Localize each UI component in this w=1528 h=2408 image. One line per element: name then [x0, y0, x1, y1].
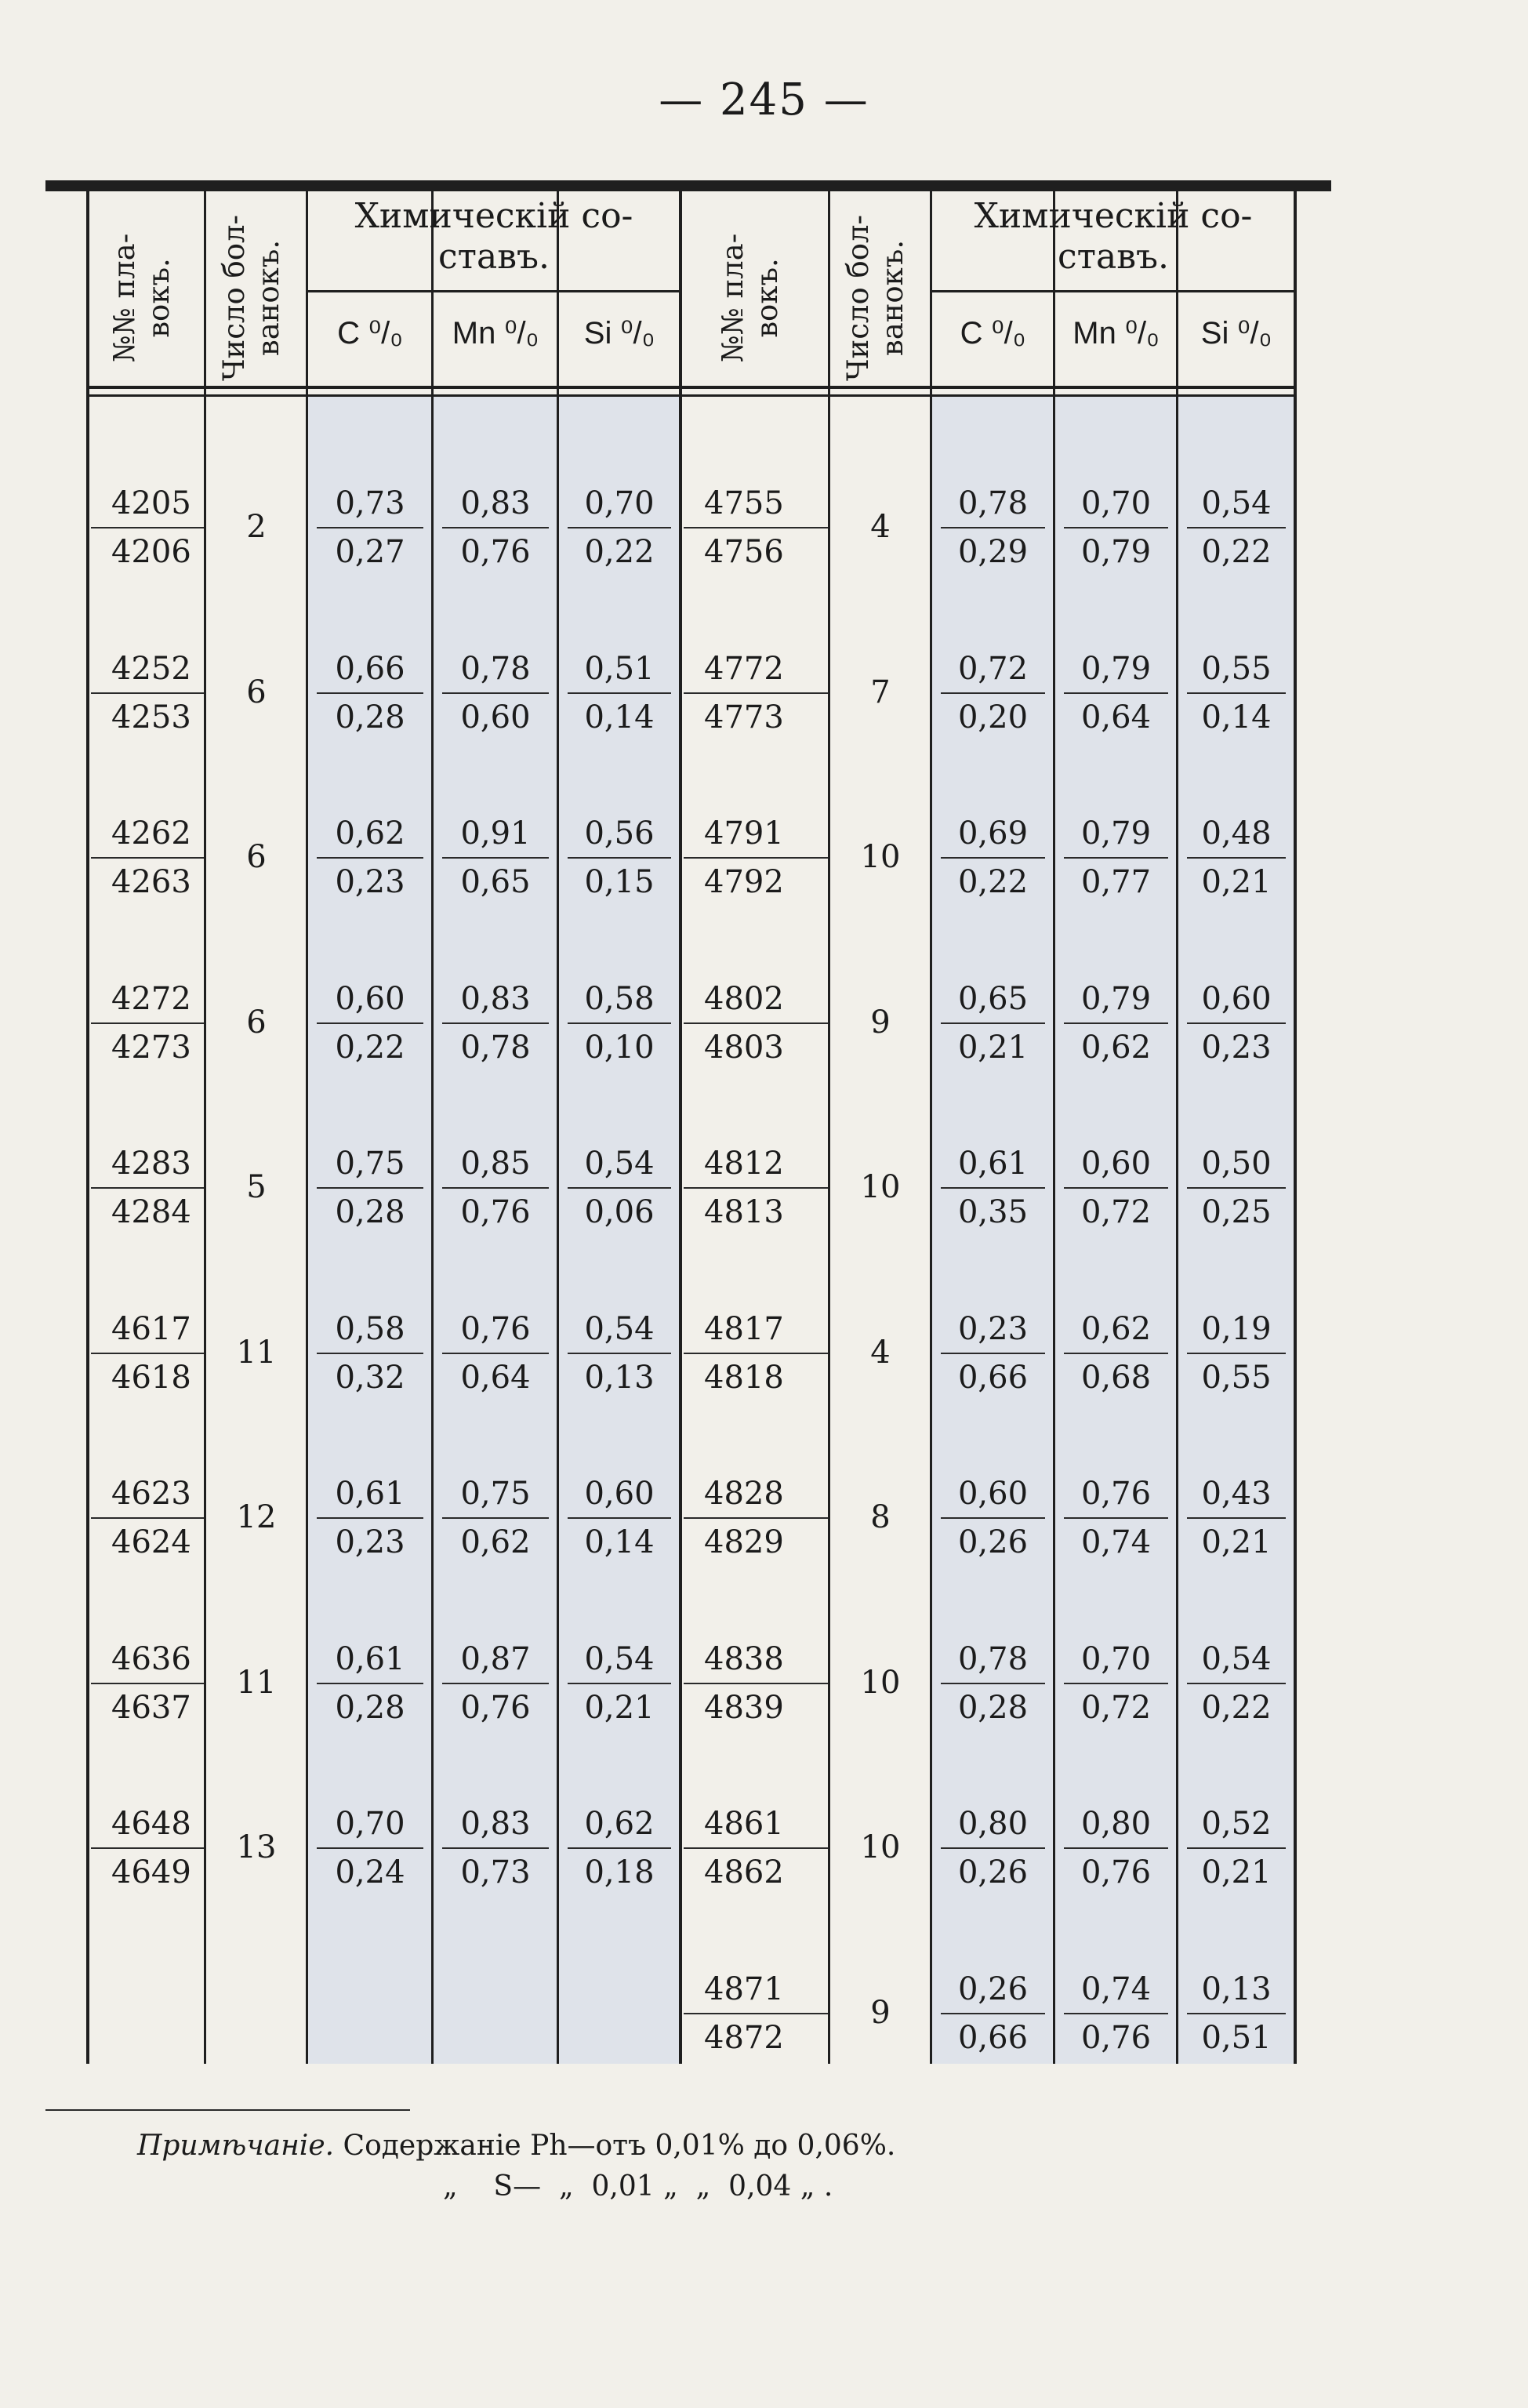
right-c-value: 0,35: [957, 1194, 1029, 1230]
left-header-plate-no: №№ пла- вокъ.: [107, 233, 176, 363]
left-header-mn: Mn ⁰/₀: [452, 316, 539, 350]
right-plate-no: 4829: [704, 1524, 784, 1560]
right-c-value: 0,78: [957, 485, 1029, 521]
left-mn-value: 0,62: [460, 1524, 531, 1560]
right-si-rule: [1187, 1022, 1286, 1024]
right-si-value: 0,22: [1201, 534, 1272, 570]
left-plate-no: 4205: [111, 485, 191, 521]
left-col-divider: [557, 191, 559, 2064]
right-c-rule: [941, 857, 1045, 859]
right-plate-no: 4791: [704, 815, 784, 852]
right-c-value: 0,69: [957, 815, 1029, 852]
left-mn-value: 0,60: [460, 699, 531, 735]
right-bolt-count: 10: [860, 1169, 901, 1205]
left-header-chem-rule: [307, 290, 681, 292]
right-col-divider: [1176, 191, 1178, 2064]
right-si-value: 0,50: [1201, 1146, 1272, 1182]
right-plate-no: 4817: [704, 1310, 784, 1347]
right-plate-no: 4828: [704, 1476, 784, 1512]
left-plate-no: 4284: [111, 1194, 191, 1230]
right-c-rule: [941, 1187, 1045, 1189]
right-c-value: 0,20: [957, 699, 1029, 735]
right-plate-no: 4772: [704, 650, 784, 687]
right-c-value: 0,26: [957, 1854, 1029, 1890]
right-plate-no: 4802: [704, 980, 784, 1017]
left-row-rule: [91, 1683, 204, 1684]
left-si-value: 0,62: [584, 1806, 655, 1842]
left-c-value: 0,23: [335, 864, 405, 900]
left-bolt-count: 6: [246, 839, 267, 875]
right-mn-rule: [1064, 1353, 1168, 1354]
right-row-rule: [684, 1683, 828, 1684]
table-header-rule: [88, 386, 1295, 389]
left-bolt-count: 6: [246, 674, 267, 710]
right-mn-rule: [1064, 1683, 1168, 1684]
left-col-divider: [306, 191, 308, 2064]
right-mn-value: 0,60: [1080, 1146, 1152, 1182]
right-si-value: 0,52: [1201, 1806, 1272, 1842]
right-header-chem-rule: [931, 290, 1295, 292]
right-mn-value: 0,74: [1080, 1970, 1152, 2007]
left-c-value: 0,22: [335, 1029, 405, 1066]
right-mn-value: 0,72: [1080, 1689, 1152, 1726]
right-mn-rule: [1064, 2013, 1168, 2014]
left-c-value: 0,28: [335, 699, 405, 735]
left-si-value: 0,54: [584, 1310, 655, 1347]
left-si-value: 0,21: [584, 1689, 655, 1726]
right-si-value: 0,23: [1201, 1029, 1272, 1066]
right-plate-no: 4861: [704, 1806, 784, 1842]
right-plate-no: 4862: [704, 1854, 784, 1890]
left-c-value: 0,75: [335, 1146, 405, 1182]
right-c-value: 0,60: [957, 1476, 1029, 1512]
right-si-value: 0,55: [1201, 650, 1272, 687]
right-si-value: 0,13: [1201, 1970, 1272, 2007]
right-col-divider: [828, 191, 830, 2064]
left-row-rule: [91, 1187, 204, 1189]
right-plate-no: 4818: [704, 1359, 784, 1396]
left-c-value: 0,66: [335, 650, 405, 687]
right-si-value: 0,19: [1201, 1310, 1272, 1347]
right-si-rule: [1187, 1187, 1286, 1189]
right-mn-value: 0,62: [1080, 1310, 1152, 1347]
right-header-bolt-count: Число бол- ванокъ.: [841, 214, 909, 382]
right-c-value: 0,72: [957, 650, 1029, 687]
right-si-value: 0,55: [1201, 1359, 1272, 1396]
right-c-value: 0,22: [957, 864, 1029, 900]
left-plate-no: 4637: [111, 1689, 191, 1726]
right-c-value: 0,26: [957, 1524, 1029, 1560]
right-bolt-count: 9: [870, 1994, 891, 2031]
left-mn-value: 0,85: [460, 1146, 531, 1182]
left-row-rule: [91, 692, 204, 694]
right-header-chem: Химическій со- ставъ.: [974, 196, 1253, 277]
right-mn-value: 0,76: [1080, 1854, 1152, 1890]
left-si-value: 0,22: [584, 534, 655, 570]
right-si-rule: [1187, 1353, 1286, 1354]
right-plate-no: 4872: [704, 2019, 784, 2056]
footnote: [137, 2130, 895, 2162]
left-row-rule: [91, 1847, 204, 1849]
right-si-value: 0,48: [1201, 815, 1272, 852]
right-bolt-count: 10: [860, 1829, 901, 1865]
right-plate-no: 4812: [704, 1146, 784, 1182]
left-c-value: 0,60: [335, 980, 405, 1017]
left-c-rule: [317, 527, 423, 528]
right-mn-value: 0,62: [1080, 1029, 1152, 1066]
right-c-value: 0,80: [957, 1806, 1029, 1842]
left-mn-rule: [442, 692, 549, 694]
left-si-rule: [568, 1353, 671, 1354]
left-mn-rule: [442, 1847, 549, 1849]
left-si-value: 0,56: [584, 815, 655, 852]
right-c-rule: [941, 1847, 1045, 1849]
right-c-rule: [941, 527, 1045, 528]
right-row-rule: [684, 857, 828, 859]
left-si-value: 0,51: [584, 650, 655, 687]
left-c-value: 0,70: [335, 1806, 405, 1842]
left-mn-value: 0,65: [460, 864, 531, 900]
right-mn-value: 0,77: [1080, 864, 1152, 900]
right-mn-value: 0,79: [1080, 980, 1152, 1017]
right-c-rule: [941, 1353, 1045, 1354]
left-c-value: 0,28: [335, 1689, 405, 1726]
right-mn-value: 0,68: [1080, 1359, 1152, 1396]
left-bolt-count: 11: [236, 1664, 277, 1701]
left-bolt-count: 5: [246, 1169, 267, 1205]
right-bolt-count: 4: [870, 509, 891, 545]
left-c-value: 0,23: [335, 1524, 405, 1560]
left-si-rule: [568, 1022, 671, 1024]
left-col-divider: [431, 191, 434, 2064]
right-si-value: 0,14: [1201, 699, 1272, 735]
right-si-value: 0,51: [1201, 2019, 1272, 2056]
left-c-value: 0,27: [335, 534, 405, 570]
left-c-rule: [317, 1683, 423, 1684]
right-c-value: 0,66: [957, 1359, 1029, 1396]
right-mn-value: 0,70: [1080, 485, 1152, 521]
left-mn-value: 0,76: [460, 1310, 531, 1347]
left-bolt-count: 12: [236, 1499, 277, 1535]
right-c-value: 0,28: [957, 1689, 1029, 1726]
left-c-rule: [317, 857, 423, 859]
footnote-line1: Содержаніе Ph—отъ 0,01% до 0,06%.: [343, 2130, 896, 2162]
left-plate-no: 4618: [111, 1359, 191, 1396]
right-mn-value: 0,79: [1080, 815, 1152, 852]
left-mn-value: 0,64: [460, 1359, 531, 1396]
left-row-rule: [91, 1022, 204, 1024]
right-mn-value: 0,76: [1080, 1476, 1152, 1512]
left-mn-value: 0,83: [460, 485, 531, 521]
right-c-value: 0,26: [957, 1970, 1029, 2007]
right-row-rule: [684, 2013, 828, 2014]
right-mn-value: 0,76: [1080, 2019, 1152, 2056]
right-c-rule: [941, 692, 1045, 694]
right-c-rule: [941, 2013, 1045, 2014]
right-c-value: 0,29: [957, 534, 1029, 570]
left-mn-rule: [442, 1353, 549, 1354]
left-mn-value: 0,78: [460, 1029, 531, 1066]
left-plate-no: 4206: [111, 534, 191, 570]
left-mn-rule: [442, 1022, 549, 1024]
left-bolt-count: 11: [236, 1334, 277, 1371]
left-mn-value: 0,91: [460, 815, 531, 852]
right-si-value: 0,25: [1201, 1194, 1272, 1230]
right-si-rule: [1187, 2013, 1286, 2014]
left-si-value: 0,54: [584, 1146, 655, 1182]
right-header-si: Si ⁰/₀: [1200, 316, 1272, 350]
right-mn-value: 0,79: [1080, 650, 1152, 687]
right-col-divider: [930, 191, 932, 2064]
footnote-line2: „ S— „ 0,01 „ „ 0,04 „ .: [443, 2170, 833, 2203]
right-si-rule: [1187, 857, 1286, 859]
left-c-value: 0,73: [335, 485, 405, 521]
left-plate-no: 4272: [111, 980, 191, 1017]
right-mn-value: 0,70: [1080, 1640, 1152, 1677]
right-si-value: 0,43: [1201, 1476, 1272, 1512]
left-plate-no: 4252: [111, 650, 191, 687]
right-si-value: 0,21: [1201, 1854, 1272, 1890]
left-bolt-count: 2: [246, 509, 267, 545]
left-si-rule: [568, 527, 671, 528]
left-row-rule: [91, 527, 204, 528]
right-si-value: 0,54: [1201, 485, 1272, 521]
left-mn-value: 0,76: [460, 1689, 531, 1726]
right-mn-rule: [1064, 1847, 1168, 1849]
right-mn-value: 0,64: [1080, 699, 1152, 735]
left-mn-value: 0,87: [460, 1640, 531, 1677]
right-mn-value: 0,79: [1080, 534, 1152, 570]
right-plate-no: 4871: [704, 1970, 784, 2007]
left-si-rule: [568, 692, 671, 694]
right-header-c: C ⁰/₀: [960, 316, 1026, 350]
right-bolt-count: 8: [870, 1499, 891, 1535]
left-si-value: 0,14: [584, 699, 655, 735]
right-plate-no: 4792: [704, 864, 784, 900]
left-mn-value: 0,76: [460, 534, 531, 570]
left-si-value: 0,14: [584, 1524, 655, 1560]
right-bolt-count: 9: [870, 1004, 891, 1041]
right-plate-no: 4773: [704, 699, 784, 735]
right-c-value: 0,61: [957, 1146, 1029, 1182]
left-plate-no: 4273: [111, 1029, 191, 1066]
left-row-rule: [91, 857, 204, 859]
right-bolt-count: 10: [860, 1664, 901, 1701]
right-bolt-count: 7: [870, 674, 891, 710]
left-plate-no: 4283: [111, 1146, 191, 1182]
left-si-rule: [568, 857, 671, 859]
right-mn-rule: [1064, 1517, 1168, 1519]
left-si-value: 0,58: [584, 980, 655, 1017]
right-row-rule: [684, 1353, 828, 1354]
left-si-rule: [568, 1847, 671, 1849]
left-c-value: 0,61: [335, 1476, 405, 1512]
left-mn-value: 0,78: [460, 650, 531, 687]
left-si-value: 0,60: [584, 1476, 655, 1512]
right-si-rule: [1187, 1517, 1286, 1519]
left-plate-no: 4636: [111, 1640, 191, 1677]
left-mn-rule: [442, 857, 549, 859]
left-bolt-count: 6: [246, 1004, 267, 1041]
right-mn-rule: [1064, 692, 1168, 694]
right-si-value: 0,21: [1201, 1524, 1272, 1560]
left-header-chem: Химическій со- ставъ.: [354, 196, 633, 277]
left-plate-no: 4623: [111, 1476, 191, 1512]
right-col-divider: [679, 191, 682, 2064]
right-plate-no: 4838: [704, 1640, 784, 1677]
right-si-rule: [1187, 692, 1286, 694]
right-plate-no: 4755: [704, 485, 784, 521]
right-c-value: 0,23: [957, 1310, 1029, 1347]
left-plate-no: 4617: [111, 1310, 191, 1347]
left-row-rule: [91, 1353, 204, 1354]
left-col-divider: [204, 191, 206, 2064]
right-c-rule: [941, 1683, 1045, 1684]
left-header-bolt-count: Число бол- ванокъ.: [217, 214, 285, 382]
page-number: — 245 —: [659, 74, 869, 125]
left-c-rule: [317, 1847, 423, 1849]
right-plate-no: 4813: [704, 1194, 784, 1230]
right-bolt-count: 10: [860, 839, 901, 875]
left-mn-rule: [442, 1517, 549, 1519]
left-mn-value: 0,76: [460, 1194, 531, 1230]
right-row-rule: [684, 692, 828, 694]
right-si-rule: [1187, 1847, 1286, 1849]
left-plate-no: 4649: [111, 1854, 191, 1890]
left-c-rule: [317, 1517, 423, 1519]
right-c-rule: [941, 1517, 1045, 1519]
left-plate-no: 4253: [111, 699, 191, 735]
left-si-value: 0,10: [584, 1029, 655, 1066]
left-mn-rule: [442, 1683, 549, 1684]
left-c-rule: [317, 1187, 423, 1189]
table-top-rule: [45, 180, 1331, 191]
left-header-si: Si ⁰/₀: [583, 316, 655, 350]
right-c-value: 0,21: [957, 1029, 1029, 1066]
left-si-value: 0,70: [584, 485, 655, 521]
left-mn-value: 0,83: [460, 980, 531, 1017]
footnote-rule: [45, 2109, 410, 2111]
right-row-rule: [684, 1187, 828, 1189]
left-si-rule: [568, 1683, 671, 1684]
left-c-rule: [317, 1022, 423, 1024]
right-si-value: 0,21: [1201, 864, 1272, 900]
right-row-rule: [684, 527, 828, 528]
left-si-value: 0,15: [584, 864, 655, 900]
left-c-value: 0,32: [335, 1359, 405, 1396]
left-bolt-count: 13: [236, 1829, 277, 1865]
right-si-rule: [1187, 527, 1286, 528]
right-c-rule: [941, 1022, 1045, 1024]
left-mn-rule: [442, 527, 549, 528]
left-si-value: 0,13: [584, 1359, 655, 1396]
right-mn-value: 0,72: [1080, 1194, 1152, 1230]
left-header-c: C ⁰/₀: [337, 316, 403, 350]
right-bolt-count: 4: [870, 1334, 891, 1371]
right-mn-rule: [1064, 857, 1168, 859]
right-plate-no: 4803: [704, 1029, 784, 1066]
right-row-rule: [684, 1517, 828, 1519]
right-mn-rule: [1064, 1187, 1168, 1189]
left-c-rule: [317, 692, 423, 694]
left-row-rule: [91, 1517, 204, 1519]
right-c-value: 0,65: [957, 980, 1029, 1017]
left-mn-value: 0,73: [460, 1854, 531, 1890]
right-plate-no: 4756: [704, 534, 784, 570]
left-c-value: 0,24: [335, 1854, 405, 1890]
left-c-rule: [317, 1353, 423, 1354]
left-si-value: 0,18: [584, 1854, 655, 1890]
left-plate-no: 4648: [111, 1806, 191, 1842]
left-c-value: 0,28: [335, 1194, 405, 1230]
left-plate-no: 4263: [111, 864, 191, 900]
right-c-value: 0,66: [957, 2019, 1029, 2056]
left-plate-no: 4262: [111, 815, 191, 852]
right-col-divider: [1053, 191, 1055, 2064]
right-row-rule: [684, 1847, 828, 1849]
right-header-plate-no: №№ пла- вокъ.: [716, 233, 784, 363]
left-c-value: 0,62: [335, 815, 405, 852]
right-mn-rule: [1064, 527, 1168, 528]
left-si-value: 0,06: [584, 1194, 655, 1230]
left-mn-value: 0,75: [460, 1476, 531, 1512]
left-c-value: 0,58: [335, 1310, 405, 1347]
right-mn-rule: [1064, 1022, 1168, 1024]
right-si-value: 0,22: [1201, 1689, 1272, 1726]
left-si-rule: [568, 1517, 671, 1519]
left-plate-no: 4624: [111, 1524, 191, 1560]
left-si-rule: [568, 1187, 671, 1189]
right-mn-value: 0,80: [1080, 1806, 1152, 1842]
right-row-rule: [684, 1022, 828, 1024]
footnote-label: Примѣчаніе.: [137, 2130, 335, 2162]
left-si-value: 0,54: [584, 1640, 655, 1677]
left-col-divider: [86, 191, 89, 2064]
right-plate-no: 4839: [704, 1689, 784, 1726]
right-header-mn: Mn ⁰/₀: [1073, 316, 1160, 350]
right-col-divider: [1294, 191, 1297, 2064]
left-mn-rule: [442, 1187, 549, 1189]
right-c-value: 0,78: [957, 1640, 1029, 1677]
right-si-value: 0,60: [1201, 980, 1272, 1017]
left-c-value: 0,61: [335, 1640, 405, 1677]
left-mn-value: 0,83: [460, 1806, 531, 1842]
right-si-value: 0,54: [1201, 1640, 1272, 1677]
right-mn-value: 0,74: [1080, 1524, 1152, 1560]
right-si-rule: [1187, 1683, 1286, 1684]
